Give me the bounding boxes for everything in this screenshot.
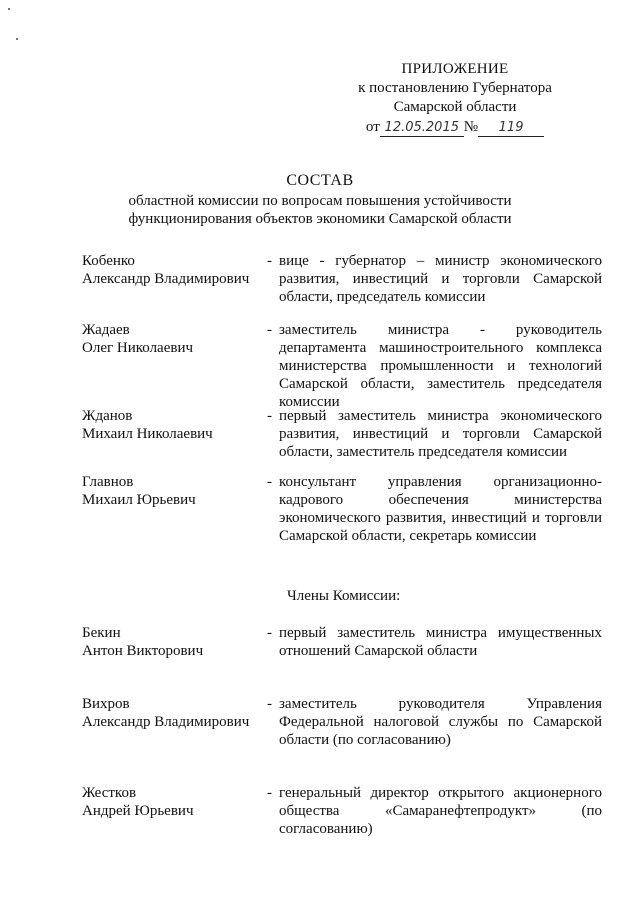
member-name	[82, 321, 262, 357]
entry-dash: -	[267, 696, 272, 712]
member-surname: Жадаев	[82, 322, 130, 338]
member-name	[82, 784, 262, 820]
member-given-name: Александр Владимирович	[82, 271, 250, 287]
member-given-name: Михаил Николаевич	[82, 426, 213, 442]
member-name	[82, 252, 262, 288]
number-prefix: №	[463, 119, 479, 135]
member-name	[82, 695, 262, 731]
title-line-1: областной комиссии по вопросам повышения устойчивости	[128, 193, 512, 209]
appendix-line-2: Самарской области	[393, 99, 517, 115]
member-surname: Жестков	[82, 785, 137, 801]
member-position: заместитель министра - руководитель департамента машиностроительного комплекса министерства промышленности и технологий Самарской области, заместитель председателя комиссии	[279, 322, 602, 410]
member-position: вице - губернатор – министр экономического развития, инвестиций и торговли Самарской области, председатель комиссии	[279, 253, 602, 305]
member-given-name: Антон Викторович	[82, 643, 204, 659]
members-section-title: Члены Комиссии:	[287, 588, 401, 604]
member-surname: Бекин	[82, 625, 121, 641]
entry-dash: -	[267, 785, 272, 801]
entry-dash: -	[267, 253, 272, 269]
appendix-block	[330, 60, 580, 137]
member-given-name: Олег Николаевич	[82, 340, 194, 356]
appendix-line-1: к постановлению Губернатора	[358, 80, 552, 96]
appendix-heading: ПРИЛОЖЕНИЕ	[401, 61, 509, 77]
member-position: первый заместитель министра экономического развития, инвестиций и торговли Самарской области, заместитель председателя комиссии	[279, 408, 602, 460]
member-given-name: Александр Владимирович	[82, 714, 250, 730]
member-surname: Главнов	[82, 474, 134, 490]
handwritten-date: 12.05.2015	[380, 120, 464, 137]
from-prefix: от	[365, 119, 380, 135]
member-surname: Жданов	[82, 408, 133, 424]
member-name	[82, 407, 262, 443]
appendix-date-number-line	[366, 118, 544, 137]
document-title	[70, 172, 570, 228]
member-position: генеральный директор открытого акционерного общества «Самаранефтепродукт» (по согласованию)	[279, 785, 602, 837]
scan-speck	[8, 8, 10, 10]
title-line-2: функционирования объектов экономики Самарской области	[128, 211, 512, 227]
entry-dash: -	[267, 322, 272, 338]
title-word: СОСТАВ	[286, 172, 354, 189]
member-surname: Кобенко	[82, 253, 135, 269]
member-name	[82, 473, 262, 509]
member-position: заместитель руководителя Управления Федеральной налоговой службы по Самарской области (по согласованию)	[279, 696, 602, 748]
member-position: первый заместитель министра имущественных отношений Самарской области	[279, 625, 602, 659]
entry-dash: -	[267, 625, 272, 641]
member-given-name: Михаил Юрьевич	[82, 492, 196, 508]
entry-dash: -	[267, 408, 272, 424]
member-surname: Вихров	[82, 696, 130, 712]
member-given-name: Андрей Юрьевич	[82, 803, 194, 819]
entry-dash: -	[267, 474, 272, 490]
scan-speck	[16, 38, 18, 40]
handwritten-number: 119	[478, 120, 544, 137]
member-name	[82, 624, 262, 660]
member-position: консультант управления организационно-кадрового обеспечения министерства экономического развития, инвестиций и торговли Самарской области, секретарь комиссии	[279, 474, 602, 544]
